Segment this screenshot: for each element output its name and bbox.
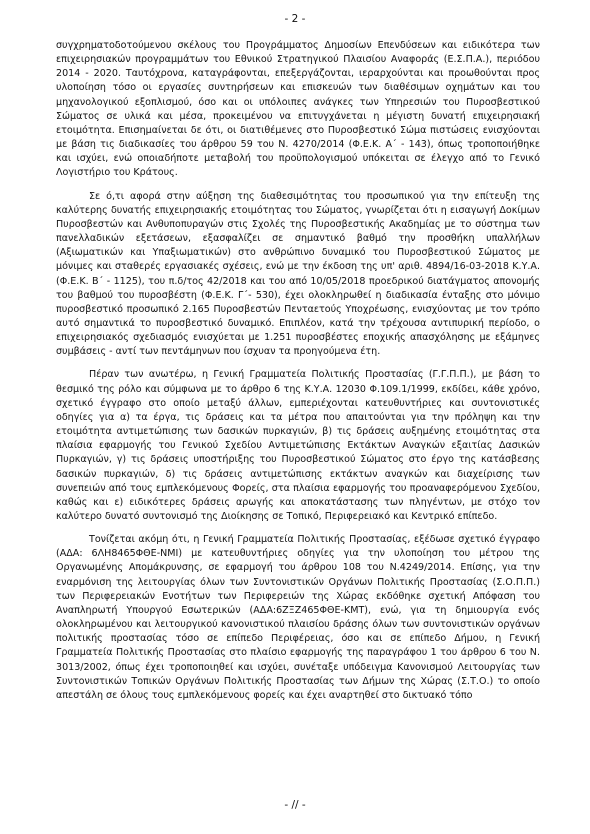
paragraph-budget-funding: συγχρηματοδοτούμενου σκέλους του Προγράμματος Δημοσίων Επενδύσεων και ειδικότερα των επιχειρησιακών προγραμμάτων του Εθνικού Στρατηγικού Πλαισίου Αναφοράς (Ε.Σ.Π.Α.), περιόδου 2014 - 2020. Ταυτόχρονα, καταγράφονται, επεξεργάζονται, ιεραρχούνται και προωθούνται προς υλοποίηση τόσο οι εργασίες συντηρήσεων και επισκευών των διαθέσιμων οχημάτων και του μηχανολογικού εξοπλισμού, όσο και οι υπόλοιπες ανάγκες των Υπηρεσιών του Πυροσβεστικού Σώματος σε υλικά και μέσα, προκειμένου να επιτυγχάνεται η μέγιστη δυνατή επιχειρησιακή ετοιμότητα. Επισημαίνεται δε ότι, οι διατιθέμενες στο Πυροσβεστικό Σώμα πιστώσεις ενισχύονται με βάση τις διαδικασίες του άρθρου 59 του Ν. 4270/2014 (Φ.Ε.Κ. Α΄ - 143), όπως τροποποιήθηκε και ισχύει, ενώ οποιαδήποτε μεταβολή του προϋπολογισμού υπόκειται σε έλεγχο από το Γενικό Λογιστήριο του Κράτους. — [56, 40, 540, 179]
document-body — [56, 39, 540, 712]
paragraph-civil-protection-guidelines: Πέραν των ανωτέρω, η Γενική Γραμματεία Πολιτικής Προστασίας (Γ.Γ.Π.Π.), με βάση το θεσμικό της ρόλο και σύμφωνα με το άρθρο 6 της Κ.Υ.Α. 12030 Φ.109.1/1999, εκδίδει, κάθε χρόνο, σχετικό έγγραφο στο οποίο μεταξύ άλλων, εμπεριέχονται κατευθυντήριες και συντονιστικές οδηγίες για α) τα έργα, τις δράσεις και τα μέτρα που απαιτούνται για την πρόληψη και την ετοιμότητα αντιμετώπισης των δασικών πυρκαγιών, β) τις δράσεις αυξημένης ετοιμότητας στα πλαίσια εφαρμογής του Γενικού Σχεδίου Αντιμετώπισης Εκτάκτων Αναγκών εξαιτίας Δασικών Πυρκαγιών, γ) τις δράσεις υποστήριξης του Πυροσβεστικού Σώματος στο έργο της κατάσβεσης δασικών πυρκαγιών, δ) τις δράσεις αντιμετώπισης εκτάκτων αναγκών και διαχείρισης των συνεπειών από τους εμπλεκόμενους Φορείς, στα πλαίσια εφαρμογής του προαναφερόμενου Σχεδίου, καθώς και ε) ειδικότερες δράσεις αρωγής και αποκατάστασης των πληγέντων, με στόχο τον καλύτερο δυνατό συντονισμό της Διοίκησης σε Τοπικό, Περιφερειακό και Κεντρικό επίπεδο. — [56, 369, 540, 522]
page-number-footer: - // - — [284, 799, 306, 811]
paragraph-personnel-availability: Σε ό,τι αφορά στην αύξηση της διαθεσιμότητας του προσωπικού για την επίτευξη της καλύτερης δυνατής επιχειρησιακής ετοιμότητας του Σώματος, γνωρίζεται ότι η εισαγωγή Δοκίμων Πυροσβεστών και Ανθυποπυραγών στις Σχολές της Πυροσβεστικής Ακαδημίας με το σύστημα των πανελλαδικών εξετάσεων, εξασφαλίζει σε σημαντικό βαθμό την προσθήκη υπαλλήλων (Αξιωματικών και Υπαξιωματικών) στο ανθρώπινο δυναμικό του Πυροσβεστικού Σώματος με μόνιμες και σταθερές εργασιακές σχέσεις, ενώ με την έκδοση της υπ' αριθ. 4894/16-03-2018 Κ.Υ.Α. (Φ.Ε.Κ. Β΄ - 1125), του π.δ/τος 42/2018 και του από 10/05/2018 προεδρικού διατάγματος απονομής του βαθμού του πυροσβέστη (Φ.Ε.Κ. Γ΄- 530), έχει ολοκληρωθεί η διαδικασία ένταξης στο μόνιμο πυροσβεστικό προσωπικό 2.165 Πυροσβεστών Πενταετούς Υποχρέωσης, ενισχύοντας με τον τρόπο αυτό σημαντικά το πυροσβεστικό δυναμικό. Επιπλέον, κατά την τρέχουσα αντιπυρική περίοδο, ο επιχειρησιακός σχεδιασμός ενισχύεται με 1.251 πυροσβέστες εποχικής απασχόλησης με εξάμηνες συμβάσεις - αντί των πεντάμηνων που ίσχυαν τα προηγούμενα έτη. — [56, 190, 540, 358]
page-number-header: - 2 - — [284, 13, 306, 25]
paragraph-evacuation-coordination: Τονίζεται ακόμη ότι, η Γενική Γραμματεία Πολιτικής Προστασίας, εξέδωσε σχετικό έγγραφο (ΑΔΑ: 6ΛΗ8465ΦΘΕ-ΝΜΙ) με κατευθυντήριες οδηγίες για την υλοποίηση του μέτρου της Οργανωμένης Απομάκρυνσης, σε εφαρμογή του άρθρου 108 του Ν.4249/2014. Επίσης, για την εναρμόνιση της λειτουργίας όλων των Συντονιστικών Οργάνων Πολιτικής Προστασίας (Σ.Ο.Π.Π.) των Περιφερειακών Ενοτήτων των Περιφερειών της Χώρας εκδόθηκε σχετική Απόφαση του Αναπληρωτή Υπουργού Εσωτερικών (ΑΔΑ:6ΖΞΖ465ΦΘΕ-ΚΜΤ), ενώ, για τη δημιουργία ενός ολοκληρωμένου και λειτουργικού κανονιστικού πλαισίου δράσης όλων των συντονιστικών οργάνων πολιτικής προστασίας τόσο σε επίπεδο Περιφέρειας, όσο και σε επίπεδο Δήμου, η Γενική Γραμματεία Πολιτικής Προστασίας στο πλαίσιο εφαρμογής της παραγράφου 1 του άρθρου 6 του Ν. 3013/2002, όπως έχει τροποποιηθεί και ισχύει, συνέταξε υπόδειγμα Κανονισμού Λειτουργίας των Συντονιστικών Τοπικών Οργάνων Πολιτικής Προστασίας των Δήμων της Χώρας (Σ.Τ.Ο.) το οποίο απεστάλη σε όλους τους εμπλεκόμενους φορείς και έχει αναρτηθεί στο δικτυακό τόπο — [56, 534, 540, 701]
